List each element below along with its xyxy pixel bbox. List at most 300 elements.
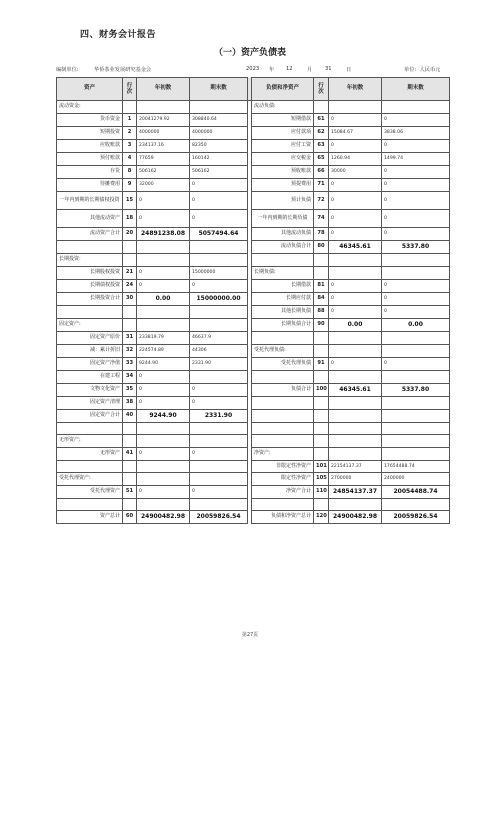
liab-line: [314, 267, 329, 280]
asset-opening: 32000: [137, 179, 190, 192]
liab-opening: [329, 397, 382, 410]
table-row: [57, 241, 450, 254]
asset-name: [57, 241, 123, 254]
liab-line: [314, 332, 329, 345]
header-liab-name: 负债和净资产: [252, 78, 314, 101]
liab-opening: [329, 499, 382, 511]
liab-name: 受托代理负债: [252, 358, 314, 371]
asset-line: 33: [123, 358, 137, 371]
asset-line: [123, 306, 137, 319]
liab-line: [314, 254, 329, 267]
asset-name: 长期股权投资: [57, 267, 123, 280]
asset-name: 长期债权投资: [57, 280, 123, 293]
liab-line: [314, 423, 329, 435]
liab-opening: [329, 267, 382, 280]
asset-closing: 2331.90: [190, 410, 248, 423]
asset-opening: 0: [137, 397, 190, 410]
liab-line: 71: [314, 179, 329, 192]
asset-line: 1: [123, 114, 137, 127]
asset-closing: 0: [190, 280, 248, 293]
liab-name: 长期负债合计: [252, 319, 314, 332]
header-liab-line: 行次: [314, 78, 329, 101]
asset-opening: [137, 241, 190, 254]
liab-closing: 0: [382, 306, 450, 319]
asset-opening: 0: [137, 486, 190, 499]
liab-closing: 0: [382, 192, 450, 210]
liab-closing: 2400000: [382, 473, 450, 486]
liab-line: 100: [314, 384, 329, 397]
asset-opening: [137, 254, 190, 267]
liab-closing: [382, 410, 450, 423]
liab-closing: [382, 435, 450, 448]
asset-opening: [137, 435, 190, 448]
liab-name: 长期应付款: [252, 293, 314, 306]
asset-closing: 308840.64: [190, 114, 248, 127]
liab-opening: 0: [329, 358, 382, 371]
asset-line: 31: [123, 332, 137, 345]
asset-opening: [137, 499, 190, 511]
asset-line: [123, 101, 137, 114]
asset-line: 41: [123, 448, 137, 461]
asset-line: [123, 473, 137, 486]
asset-name: 短期投资: [57, 127, 123, 140]
liab-name: 长期借款: [252, 280, 314, 293]
liab-closing: 5337.80: [382, 384, 450, 397]
asset-closing: [190, 371, 248, 384]
liab-closing: [382, 101, 450, 114]
liab-name: [252, 435, 314, 448]
asset-closing: 5057494.64: [190, 228, 248, 241]
liab-closing: 0: [382, 179, 450, 192]
liab-line: 61: [314, 114, 329, 127]
asset-line: 4: [123, 153, 137, 166]
liab-opening: 0: [329, 293, 382, 306]
asset-closing: 82350: [190, 140, 248, 153]
asset-opening: 224574.89: [137, 345, 190, 358]
liab-opening: 0: [329, 114, 382, 127]
asset-opening: 233819.79: [137, 332, 190, 345]
liab-name: [252, 410, 314, 423]
liab-name: 预提费用: [252, 179, 314, 192]
asset-opening: 0.00: [137, 293, 190, 306]
asset-opening: 0: [137, 267, 190, 280]
liab-opening: 24900482.98: [329, 511, 382, 524]
liab-closing: 0: [382, 358, 450, 371]
liab-line: [314, 435, 329, 448]
liab-name: 负债合计: [252, 384, 314, 397]
liab-closing: 17654488.74: [382, 461, 450, 473]
liab-opening: 0: [329, 179, 382, 192]
asset-opening: 24891238.08: [137, 228, 190, 241]
asset-line: 60: [123, 511, 137, 524]
liab-name: [252, 332, 314, 345]
liab-closing: [382, 423, 450, 435]
asset-opening: [137, 461, 190, 473]
header-asset-line: 行次: [123, 78, 137, 101]
liab-closing: 1499.74: [382, 153, 450, 166]
liab-opening: 0.00: [329, 319, 382, 332]
asset-line: 21: [123, 267, 137, 280]
asset-closing: 20059826.54: [190, 511, 248, 524]
table-row: [57, 166, 450, 179]
asset-opening: 24900482.98: [137, 511, 190, 524]
asset-closing: 0: [190, 192, 248, 210]
liab-name: 流动负债:: [252, 101, 314, 114]
liab-line: [314, 345, 329, 358]
table-row: [57, 228, 450, 241]
asset-line: 2: [123, 127, 137, 140]
table-row: [57, 140, 450, 153]
liab-line: [314, 448, 329, 461]
liab-opening: [329, 435, 382, 448]
asset-opening: 20041279.92: [137, 114, 190, 127]
asset-opening: 234137.16: [137, 140, 190, 153]
asset-name: 文物文化资产: [57, 384, 123, 397]
table-row: [57, 254, 450, 267]
liab-line: 101: [314, 461, 329, 473]
asset-line: 35: [123, 384, 137, 397]
liab-opening: 2700000: [329, 473, 382, 486]
asset-name: 其他流动资产: [57, 210, 123, 228]
asset-line: 8: [123, 166, 137, 179]
table-header-row: [57, 78, 450, 101]
balance-sheet-table: [56, 77, 450, 524]
asset-closing: 0: [190, 210, 248, 228]
asset-name: 固定资产合计: [57, 410, 123, 423]
liab-name: [252, 499, 314, 511]
liab-name: 其他流动负债: [252, 228, 314, 241]
year-unit: 年: [269, 67, 275, 73]
liab-closing: 0.00: [382, 319, 450, 332]
asset-name: [57, 461, 123, 473]
table-row: [57, 435, 450, 448]
table-row: [57, 499, 450, 511]
liab-name: 一年内到期的长期负债: [252, 210, 314, 228]
liab-closing: 0: [382, 228, 450, 241]
asset-closing: 0: [190, 486, 248, 499]
liab-opening: 46345.61: [329, 384, 382, 397]
asset-opening: 77659: [137, 153, 190, 166]
asset-name: 固定资产清理: [57, 397, 123, 410]
table-row: [57, 511, 450, 524]
liab-name: 受托代理负债:: [252, 345, 314, 358]
asset-name: [57, 423, 123, 435]
asset-name: 在建工程: [57, 371, 123, 384]
liab-line: 63: [314, 140, 329, 153]
section-title: 四、财务会计报告: [80, 30, 157, 40]
liab-line: [314, 410, 329, 423]
asset-closing: [190, 435, 248, 448]
asset-name: 流动资产合计: [57, 228, 123, 241]
liab-closing: 3838.06: [382, 127, 450, 140]
liab-name: 长期负债:: [252, 267, 314, 280]
liab-closing: [382, 448, 450, 461]
asset-closing: 160142: [190, 153, 248, 166]
liab-name: [252, 371, 314, 384]
table-row: [57, 306, 450, 319]
liab-opening: 30000: [329, 166, 382, 179]
asset-line: 30: [123, 293, 137, 306]
table-row: [57, 293, 450, 306]
asset-opening: 0: [137, 210, 190, 228]
liab-closing: 0: [382, 114, 450, 127]
liab-opening: [329, 371, 382, 384]
asset-opening: 0: [137, 448, 190, 461]
table-row: [57, 267, 450, 280]
liab-closing: 0: [382, 293, 450, 306]
table-row: [57, 423, 450, 435]
table-row: [57, 210, 450, 228]
asset-name: 长期投资合计: [57, 293, 123, 306]
liab-line: 72: [314, 192, 329, 210]
liab-name: 其他长期负债: [252, 306, 314, 319]
liab-closing: 5337.80: [382, 241, 450, 254]
liab-line: 88: [314, 306, 329, 319]
asset-line: [123, 241, 137, 254]
currency-unit: 单位：人民币元: [404, 67, 441, 73]
asset-line: [123, 254, 137, 267]
table-row: [57, 192, 450, 210]
liab-opening: 46345.61: [329, 241, 382, 254]
liab-line: 65: [314, 153, 329, 166]
asset-line: [123, 499, 137, 511]
liab-opening: [329, 448, 382, 461]
asset-closing: [190, 101, 248, 114]
liab-closing: [382, 332, 450, 345]
asset-name: 长期投资:: [57, 254, 123, 267]
liab-closing: 0: [382, 140, 450, 153]
liab-name: 净资产合计: [252, 486, 314, 499]
table-row: [57, 448, 450, 461]
liab-opening: 24854137.37: [329, 486, 382, 499]
sheet-title: （一）资产负债表: [213, 48, 286, 58]
liab-opening: 15084.67: [329, 127, 382, 140]
liab-name: [252, 254, 314, 267]
table-row: [57, 461, 450, 473]
asset-line: 51: [123, 486, 137, 499]
table-row: [57, 473, 450, 486]
asset-line: 3: [123, 140, 137, 153]
asset-closing: [190, 461, 248, 473]
day-unit: 日: [346, 67, 352, 73]
report-day: 31: [325, 66, 332, 72]
asset-closing: [190, 473, 248, 486]
report-month: 12: [286, 66, 293, 72]
asset-line: 34: [123, 371, 137, 384]
liab-line: 91: [314, 358, 329, 371]
asset-name: 无形资产:: [57, 435, 123, 448]
liab-opening: [329, 254, 382, 267]
liab-closing: [382, 397, 450, 410]
table-row: [57, 410, 450, 423]
asset-opening: [137, 101, 190, 114]
asset-name: 应收账款: [57, 140, 123, 153]
asset-opening: 0: [137, 384, 190, 397]
header-asset-closing: 期末数: [190, 78, 248, 101]
asset-closing: 4000000: [190, 127, 248, 140]
liab-opening: [329, 410, 382, 423]
asset-name: 预付账款: [57, 153, 123, 166]
asset-name: 存货: [57, 166, 123, 179]
liab-line: 90: [314, 319, 329, 332]
liab-name: 应交税金: [252, 153, 314, 166]
liab-line: 62: [314, 127, 329, 140]
header-asset-opening: 年初数: [137, 78, 190, 101]
liab-line: [314, 397, 329, 410]
asset-line: 24: [123, 280, 137, 293]
liab-name: 预计负债: [252, 192, 314, 210]
header-liab-closing: 期末数: [382, 78, 450, 101]
asset-line: 20: [123, 228, 137, 241]
asset-closing: 0: [190, 397, 248, 410]
liab-name: 应付工资: [252, 140, 314, 153]
liab-line: 66: [314, 166, 329, 179]
liab-line: 84: [314, 293, 329, 306]
asset-closing: 506162: [190, 166, 248, 179]
asset-opening: [137, 473, 190, 486]
liab-opening: 0: [329, 306, 382, 319]
liab-closing: [382, 267, 450, 280]
liab-name: [252, 397, 314, 410]
asset-line: 32: [123, 345, 137, 358]
asset-closing: 15000000: [190, 267, 248, 280]
asset-line: 38: [123, 397, 137, 410]
liab-closing: 20054488.74: [382, 486, 450, 499]
asset-line: [123, 461, 137, 473]
liab-opening: 0: [329, 228, 382, 241]
table-row: [57, 397, 450, 410]
asset-opening: 0: [137, 371, 190, 384]
asset-opening: [137, 306, 190, 319]
table-row: [57, 153, 450, 166]
liab-name: 负债和净资产总计: [252, 511, 314, 524]
org-label: 编制单位:: [56, 67, 79, 73]
asset-name: 资产总计: [57, 511, 123, 524]
liab-name: 非限定性净资产: [252, 461, 314, 473]
table-row: [57, 371, 450, 384]
liab-opening: [329, 332, 382, 345]
liab-line: 78: [314, 228, 329, 241]
table-row: [57, 486, 450, 499]
liab-closing: 0: [382, 166, 450, 179]
liab-closing: 0: [382, 280, 450, 293]
table-row: [57, 101, 450, 114]
table-row: [57, 280, 450, 293]
liab-name: [252, 423, 314, 435]
asset-closing: 46637.9: [190, 332, 248, 345]
asset-line: [123, 423, 137, 435]
page-number: 第27页: [241, 632, 259, 638]
table-row: [57, 319, 450, 332]
liab-line: 120: [314, 511, 329, 524]
liab-name: 净资产:: [252, 448, 314, 461]
header-liab-opening: 年初数: [329, 78, 382, 101]
month-unit: 月: [307, 67, 313, 73]
asset-name: 固定资产:: [57, 319, 123, 332]
liab-line: [314, 101, 329, 114]
table-row: [57, 114, 450, 127]
table-row: [57, 358, 450, 371]
asset-closing: [190, 499, 248, 511]
liab-line: 110: [314, 486, 329, 499]
liab-opening: [329, 345, 382, 358]
asset-closing: [190, 241, 248, 254]
asset-name: [57, 499, 123, 511]
liab-opening: 1260.94: [329, 153, 382, 166]
liab-closing: [382, 345, 450, 358]
asset-line: 40: [123, 410, 137, 423]
liab-opening: 0: [329, 280, 382, 293]
asset-closing: 2331.90: [190, 358, 248, 371]
asset-name: 受托代理资产: [57, 486, 123, 499]
asset-closing: 0: [190, 384, 248, 397]
asset-name: 一年内到期的长期债权投资: [57, 192, 123, 210]
asset-opening: 506162: [137, 166, 190, 179]
asset-name: 待摊费用: [57, 179, 123, 192]
asset-opening: [137, 423, 190, 435]
liab-name: 流动负债合计: [252, 241, 314, 254]
asset-name: [57, 306, 123, 319]
table-row: [57, 127, 450, 140]
asset-closing: [190, 306, 248, 319]
liab-closing: 0: [382, 210, 450, 228]
liab-line: 105: [314, 473, 329, 486]
asset-name: 固定资产原价: [57, 332, 123, 345]
header-asset-name: 资产: [57, 78, 123, 101]
liab-opening: 22154137.37: [329, 461, 382, 473]
org-name: 华侨茶业发展研究基金会: [94, 67, 152, 73]
report-year: 2023: [246, 66, 260, 72]
liab-line: 80: [314, 241, 329, 254]
liab-line: [314, 371, 329, 384]
asset-name: 货币资金: [57, 114, 123, 127]
table-row: [57, 332, 450, 345]
liab-name: 应付款项: [252, 127, 314, 140]
liab-opening: [329, 423, 382, 435]
asset-closing: [190, 254, 248, 267]
liab-line: 74: [314, 210, 329, 228]
asset-name: 无形资产: [57, 448, 123, 461]
asset-line: [123, 319, 137, 332]
asset-line: 15: [123, 192, 137, 210]
liab-name: 预收账款: [252, 166, 314, 179]
asset-name: 减：累计折旧: [57, 345, 123, 358]
liab-opening: 0: [329, 192, 382, 210]
liab-line: 81: [314, 280, 329, 293]
liab-opening: 0: [329, 140, 382, 153]
liab-closing: 20059826.54: [382, 511, 450, 524]
table-row: [57, 384, 450, 397]
asset-name: 固定资产净值: [57, 358, 123, 371]
table-row: [57, 345, 450, 358]
liab-closing: [382, 499, 450, 511]
table-row: [57, 179, 450, 192]
asset-closing: [190, 319, 248, 332]
asset-opening: 0: [137, 192, 190, 210]
asset-opening: 0: [137, 280, 190, 293]
asset-closing: 15000000.00: [190, 293, 248, 306]
liab-closing: [382, 371, 450, 384]
asset-opening: [137, 319, 190, 332]
liab-name: 限定性净资产: [252, 473, 314, 486]
asset-line: 9: [123, 179, 137, 192]
liab-opening: 0: [329, 210, 382, 228]
asset-opening: 4000000: [137, 127, 190, 140]
asset-line: [123, 435, 137, 448]
liab-name: 短期借款: [252, 114, 314, 127]
asset-closing: 0: [190, 179, 248, 192]
asset-opening: 9244.90: [137, 410, 190, 423]
